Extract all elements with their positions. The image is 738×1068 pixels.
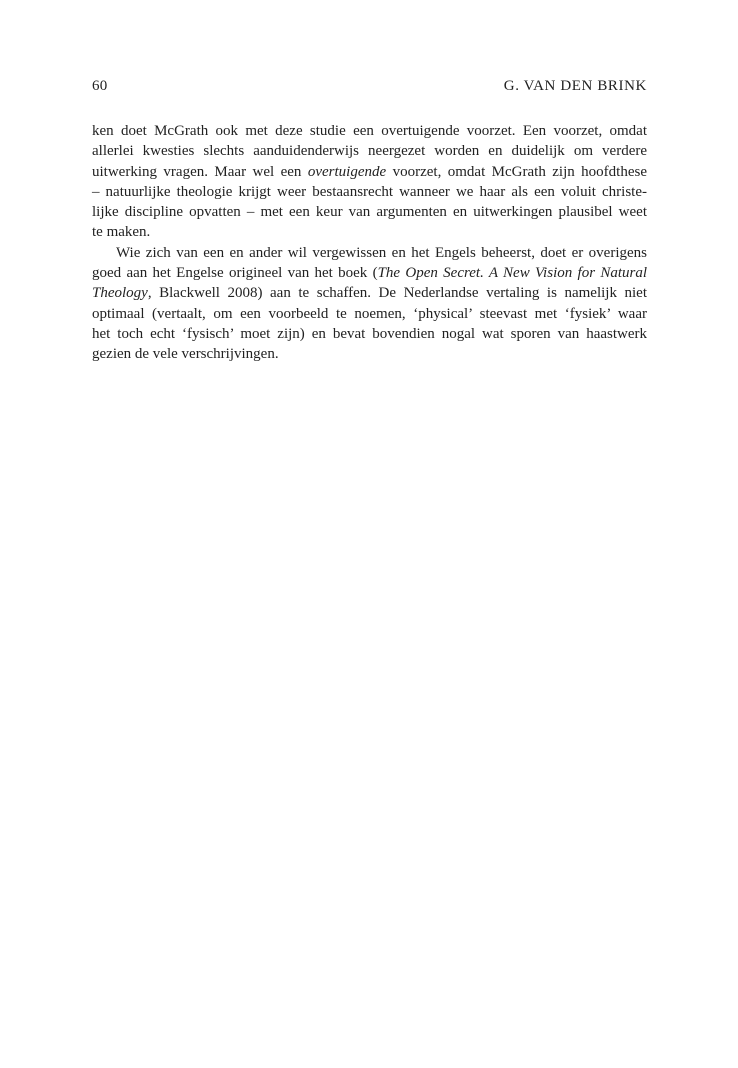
text-line <box>92 263 647 283</box>
text-segment: goed aan het Engelse origineel van het boek ( <box>92 265 378 282</box>
text-line <box>92 162 647 182</box>
text-line: allerlei kwesties slechts aanduidenderwijs neergezet worden en duidelijk om verdere <box>92 143 647 160</box>
text-segment: , Blackwell 2008) aan te schaffen. De Nederlandse vertaling is namelijk niet <box>147 285 647 302</box>
text-line: lijke discipline opvatten – met een keur van argumenten en uitwerkingen plausibel weet <box>92 204 647 221</box>
body-text <box>92 121 647 365</box>
text-segment: voorzet, omdat McGrath zijn hoofdthese <box>392 163 648 180</box>
running-header <box>92 78 647 100</box>
text-line: het toch echt ‘fysisch’ moet zijn) en bevat bovendien nogal wat sporen van haastwerk <box>92 325 647 342</box>
text-line: optimaal (vertaalt, om een voorbeeld te noemen, ‘physical’ steevast met ‘fysiek’ waar <box>92 305 647 322</box>
paragraph-2 <box>92 243 647 365</box>
text-line: te maken. <box>92 224 151 241</box>
page-number: 60 <box>92 78 108 94</box>
italic-emphasis: overtuigende <box>307 163 387 180</box>
paragraph-1 <box>92 121 647 243</box>
text-line: gezien de vele verschrijvingen. <box>92 346 279 363</box>
book-title-italic: Theology <box>92 285 148 302</box>
book-title-italic: The Open Secret. A New Vision for Natural <box>377 265 648 282</box>
author-running-head: G. VAN DEN BRINK <box>503 78 647 94</box>
text-line: ken doet McGrath ook met deze studie een overtuigende voorzet. Een voorzet, omdat <box>92 123 647 139</box>
text-line <box>92 283 647 303</box>
text-segment: uitwerking vragen. Maar wel een <box>92 163 302 180</box>
text-line: Wie zich van een en ander wil vergewissen en het Engels beheerst, doet er overigens <box>116 244 647 261</box>
text-line: – natuurlijke theologie krijgt weer bestaansrecht wanneer we haar als een voluit christe- <box>92 183 647 200</box>
